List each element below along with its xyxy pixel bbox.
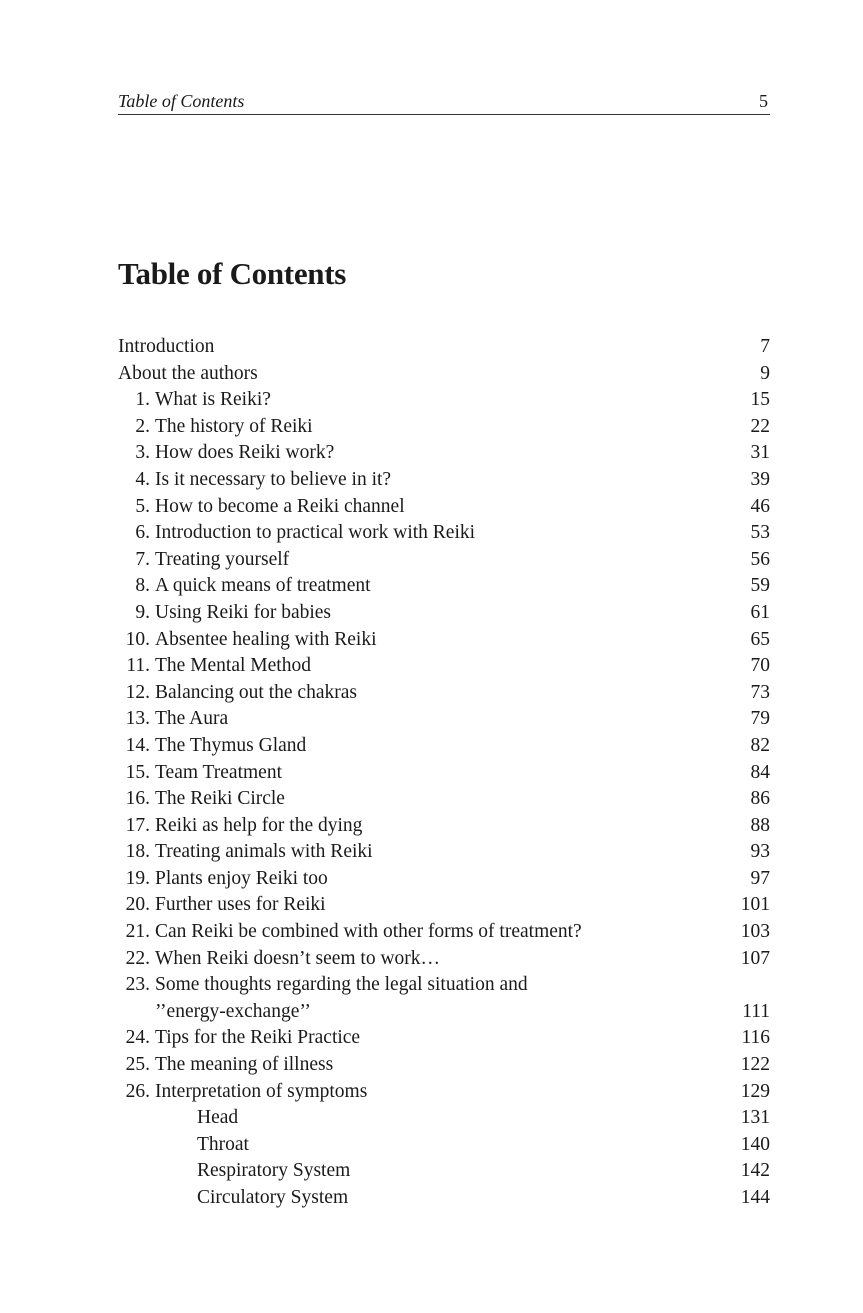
toc-entry-number: 5. [135, 495, 150, 517]
toc-entry-title: ’’energy-exchange’’ [155, 1000, 311, 1022]
toc-entry-title: Team Treatment [155, 761, 282, 783]
toc-entry-number: 21. [125, 921, 150, 943]
toc-entry [118, 387, 770, 414]
toc-entry-page: 7 [760, 336, 770, 357]
toc-entry-number: 1. [135, 389, 150, 411]
toc-entry-title: Head [197, 1107, 239, 1129]
toc-entry [118, 999, 770, 1026]
toc-entry [118, 1158, 770, 1185]
toc-entry-page: 131 [740, 1107, 770, 1129]
toc-entry [118, 839, 770, 866]
toc-entry-page: 61 [750, 601, 770, 623]
toc-entry-title: Throat [197, 1133, 249, 1155]
toc-entry [118, 334, 770, 361]
toc-entry-number: 23. [125, 974, 150, 996]
toc-entry-title: Treating animals with Reiki [155, 841, 373, 863]
toc-entry-number: 25. [125, 1054, 150, 1076]
toc-entry [118, 786, 770, 813]
toc-entry-page: 22 [750, 415, 770, 437]
toc-entry-title: When Reiki doesn’t seem to work… [155, 947, 441, 969]
toc-entry-title: The Mental Method [155, 655, 311, 677]
running-header [118, 88, 770, 115]
toc-entry [118, 1025, 770, 1052]
toc-entry-title: The history of Reiki [155, 415, 313, 437]
toc-entry-page: 86 [750, 788, 770, 810]
toc-entry [118, 760, 770, 787]
toc-entry-number: 10. [125, 628, 150, 650]
toc-entry [118, 494, 770, 521]
toc-entry [118, 520, 770, 547]
toc-entry-page: 31 [750, 442, 770, 464]
toc-entry-title: Some thoughts regarding the legal situation and [155, 974, 528, 996]
toc-entry-page: 88 [750, 814, 770, 836]
toc-entry-title: The meaning of illness [155, 1054, 334, 1076]
toc-entry-title: Introduction to practical work with Reiki [155, 522, 476, 544]
toc-entry-title: Tips for the Reiki Practice [155, 1027, 361, 1049]
toc-entry-page: 46 [750, 495, 770, 517]
toc-entry-title: Further uses for Reiki [155, 894, 326, 916]
toc-entry-number: 24. [125, 1027, 150, 1049]
toc-entry [118, 600, 770, 627]
toc-entry-number: 13. [125, 708, 150, 730]
toc-entry-page: 93 [750, 841, 770, 863]
toc-entry-page: 103 [740, 921, 770, 943]
toc-entry-number: 6. [135, 522, 150, 544]
toc-entry [118, 361, 770, 388]
toc-entry-title: The Thymus Gland [155, 734, 307, 756]
toc-entry [118, 866, 770, 893]
toc-entry-page: 101 [740, 894, 770, 916]
toc-entry [118, 1185, 770, 1212]
toc-entry-title: About the authors [118, 362, 258, 384]
toc-entry [118, 653, 770, 680]
toc-entry-title: Reiki as help for the dying [155, 814, 363, 836]
toc-entry [118, 733, 770, 760]
toc-entry [118, 1132, 770, 1159]
toc-entry [118, 972, 770, 999]
toc-entry [118, 467, 770, 494]
toc-entry [118, 627, 770, 654]
toc-entry-page: 39 [750, 468, 770, 490]
toc-entry-title: Absentee healing with Reiki [155, 628, 377, 650]
toc-entry-page: 142 [740, 1160, 770, 1182]
toc-entry [118, 892, 770, 919]
toc-entry-number: 11. [126, 655, 150, 677]
toc-entry-number: 4. [135, 468, 150, 490]
toc-entry-number: 8. [135, 575, 150, 597]
toc-entry-number: 16. [125, 788, 150, 810]
toc-entry-title: Circulatory System [197, 1187, 349, 1208]
toc-entry [118, 706, 770, 733]
toc-entry-number: 2. [135, 415, 150, 437]
toc-entry-number: 12. [125, 681, 150, 703]
page-number: 5 [759, 91, 768, 111]
toc-entry-page: 129 [740, 1080, 770, 1102]
toc-entry-title: Is it necessary to believe in it? [155, 468, 392, 490]
table-of-contents [118, 334, 770, 1212]
toc-entry-title: Interpretation of symptoms [155, 1080, 368, 1102]
toc-entry-page: 53 [750, 522, 770, 544]
toc-entry-number: 18. [125, 841, 150, 863]
toc-entry-title: How to become a Reiki channel [155, 495, 405, 517]
toc-entry-page: 97 [750, 867, 770, 889]
toc-entry-page: 122 [740, 1054, 770, 1076]
toc-entry-page: 79 [750, 708, 770, 730]
toc-entry [118, 680, 770, 707]
toc-entry-page: 15 [750, 389, 770, 411]
toc-entry-title: Introduction [118, 336, 215, 357]
toc-entry-page: 84 [750, 761, 770, 783]
toc-entry-number: 7. [135, 548, 150, 570]
toc-entry-page: 111 [742, 1000, 770, 1022]
page-title: Table of Contents [118, 256, 347, 291]
toc-entry-page: 70 [750, 655, 770, 677]
toc-entry-page: 59 [750, 575, 770, 597]
toc-entry-page: 144 [740, 1187, 770, 1208]
toc-entry [118, 1079, 770, 1106]
toc-entry-number: 3. [135, 442, 150, 464]
toc-entry-page: 140 [740, 1133, 770, 1155]
toc-entry [118, 946, 770, 973]
toc-entry-title: What is Reiki? [155, 389, 271, 411]
toc-entry [118, 440, 770, 467]
toc-entry [118, 414, 770, 441]
toc-entry [118, 919, 770, 946]
toc-entry-number: 19. [125, 867, 150, 889]
toc-entry [118, 1052, 770, 1079]
toc-entry-page: 73 [750, 681, 770, 703]
toc-entry-page: 82 [750, 734, 770, 756]
toc-entry-number: 15. [125, 761, 150, 783]
toc-entry-title: Balancing out the chakras [155, 681, 357, 703]
toc-entry [118, 1105, 770, 1132]
running-title: Table of Contents [118, 91, 245, 111]
toc-entry-number: 17. [125, 814, 150, 836]
toc-entry-title: Can Reiki be combined with other forms of treatment? [155, 921, 582, 943]
toc-entry [118, 573, 770, 600]
toc-entry-title: Respiratory System [197, 1160, 351, 1182]
toc-entry-page: 116 [741, 1027, 770, 1049]
toc-entry-title: Treating yourself [155, 548, 290, 570]
toc-entry-number: 20. [125, 894, 150, 916]
toc-entry [118, 547, 770, 574]
toc-entry-title: The Reiki Circle [155, 788, 285, 810]
toc-entry-number: 14. [125, 734, 150, 756]
toc-entry [118, 813, 770, 840]
toc-entry-page: 56 [750, 548, 770, 570]
toc-entry-title: A quick means of treatment [155, 575, 371, 597]
toc-entry-title: Plants enjoy Reiki too [155, 867, 328, 889]
toc-entry-number: 26. [125, 1080, 150, 1102]
toc-entry-number: 22. [125, 947, 150, 969]
toc-entry-title: The Aura [155, 708, 229, 730]
toc-entry-page: 65 [750, 628, 770, 650]
toc-entry-title: Using Reiki for babies [155, 601, 332, 623]
toc-entry-page: 9 [760, 362, 770, 384]
toc-entry-title: How does Reiki work? [155, 442, 335, 464]
toc-entry-page: 107 [740, 947, 770, 969]
toc-entry-number: 9. [135, 601, 150, 623]
